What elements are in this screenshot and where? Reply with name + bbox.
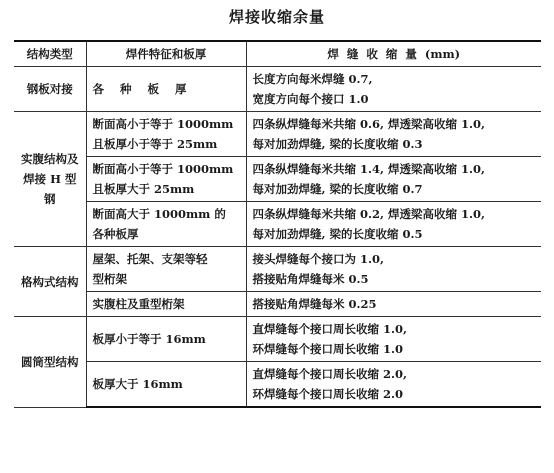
- shrinkage-cell: [246, 157, 541, 202]
- shrinkage-line: 每对加劲焊缝, 梁的长度收缩 0.7: [252, 182, 423, 196]
- feature-cell: [86, 202, 246, 247]
- shrinkage-line: 宽度方向每个接口 1.0: [252, 92, 369, 106]
- shrinkage-line: 环焊缝每个接口周长收缩 2.0: [252, 387, 404, 401]
- shrinkage-line: 直焊缝每个接口周长收缩 2.0,: [252, 367, 408, 381]
- shrinkage-line: 四条纵焊缝每米共缩 1.4, 焊透梁高收缩 1.0,: [252, 162, 486, 176]
- shrinkage-line: 每对加劲焊缝, 梁的长度收缩 0.3: [252, 137, 423, 151]
- table-row: [14, 292, 541, 317]
- table-row: [14, 202, 541, 247]
- feature-cell: [86, 317, 246, 362]
- feature-line: 板厚小于等于 16mm: [92, 332, 206, 346]
- table-row: [14, 247, 541, 292]
- table-row: [14, 362, 541, 408]
- table-title: 焊接收缩余量: [228, 8, 325, 26]
- shrinkage-cell: [246, 362, 541, 408]
- structure-type-cell: 圆筒型结构: [14, 317, 86, 408]
- table-row: [14, 317, 541, 362]
- feature-cell: [86, 112, 246, 157]
- shrinkage-line: 接头焊缝每个接口为 1.0,: [252, 252, 385, 266]
- feature-line: 断面高小于等于 1000mm: [92, 162, 234, 176]
- shrinkage-cell: [246, 247, 541, 292]
- shrinkage-line: 环焊缝每个接口周长收缩 1.0: [252, 342, 404, 356]
- structure-type-cell: 钢板对接: [14, 67, 86, 112]
- feature-line: 屋架、托架、支架等轻: [92, 252, 208, 266]
- table-row: [14, 112, 541, 157]
- shrinkage-cell: [246, 202, 541, 247]
- shrinkage-cell: [246, 112, 541, 157]
- header-shrinkage: 焊 缝 收 缩 量 (mm): [246, 41, 541, 67]
- feature-cell: [86, 292, 246, 317]
- shrinkage-line: 四条纵焊缝每米共缩 0.6, 焊透梁高收缩 1.0,: [252, 117, 486, 131]
- shrinkage-line: 四条纵焊缝每米共缩 0.2, 焊透梁高收缩 1.0,: [252, 207, 486, 221]
- feature-line: 各 种 板 厚: [92, 82, 193, 96]
- header-row: [14, 41, 541, 67]
- shrinkage-line: 直焊缝每个接口周长收缩 1.0,: [252, 322, 408, 336]
- shrinkage-line: 长度方向每米焊缝 0.7,: [252, 72, 373, 86]
- structure-type-cell: 实腹结构及焊接 H 型钢: [14, 112, 86, 247]
- feature-line: 断面高大于 1000mm 的: [92, 207, 226, 221]
- table-row: [14, 67, 541, 112]
- feature-line: 且板厚大于 25mm: [92, 182, 195, 196]
- shrinkage-line: 搭接贴角焊缝每米 0.5: [252, 272, 369, 286]
- feature-line: 板厚大于 16mm: [92, 377, 183, 391]
- feature-line: 型桁架: [92, 272, 127, 286]
- feature-line: 各种板厚: [92, 227, 139, 241]
- table-row: [14, 157, 541, 202]
- structure-type-cell: 格构式结构: [14, 247, 86, 317]
- feature-cell: [86, 362, 246, 408]
- shrinkage-cell: [246, 317, 541, 362]
- weld-shrinkage-table: [14, 40, 541, 408]
- feature-cell: [86, 157, 246, 202]
- feature-line: 实腹柱及重型桁架: [92, 297, 185, 311]
- feature-line: 断面高小于等于 1000mm: [92, 117, 234, 131]
- feature-cell: [86, 247, 246, 292]
- header-feature: 焊件特征和板厚: [86, 41, 246, 67]
- shrinkage-line: 每对加劲焊缝, 梁的长度收缩 0.5: [252, 227, 423, 241]
- feature-line: 且板厚小于等于 25mm: [92, 137, 218, 151]
- shrinkage-cell: [246, 67, 541, 112]
- header-structure-type: 结构类型: [14, 41, 86, 67]
- shrinkage-cell: [246, 292, 541, 317]
- feature-cell: [86, 67, 246, 112]
- shrinkage-line: 搭接贴角焊缝每米 0.25: [252, 297, 377, 311]
